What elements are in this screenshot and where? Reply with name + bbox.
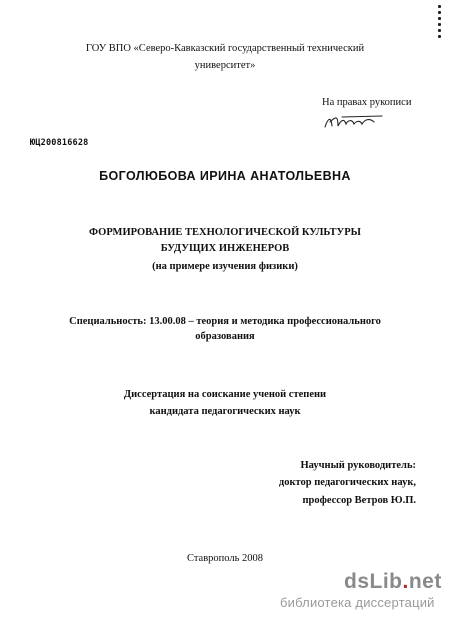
degree-line-1: Диссертация на соискание ученой степени [123, 389, 327, 400]
degree-line-2: кандидата педагогических наук [149, 406, 301, 417]
title-subtitle: (на примере изучения физики) [152, 261, 298, 272]
signature [322, 112, 392, 132]
rights-note: На правах рукописи [322, 97, 412, 108]
supervisor-degree: доктор педагогических наук, [278, 477, 416, 488]
watermark-tagline: библиотека диссертаций [280, 595, 435, 610]
watermark-logo-tld: net [408, 570, 442, 593]
supervisor-name: профессор Ветров Ю.П. [302, 495, 416, 506]
institution-line-2: университет» [194, 60, 256, 71]
watermark [256, 570, 446, 610]
specialty-line-1: Специальность: 13.00.08 – теория и методика профессионального [69, 316, 381, 327]
supervisor-label: Научный руководитель: [300, 460, 416, 471]
institution-line-1: ГОУ ВПО «Северо-Кавказский государственный технический [85, 43, 365, 54]
watermark-logo [344, 570, 442, 594]
watermark-logo-main: dsLib [344, 570, 403, 593]
title-line-2: БУДУЩИХ ИНЖЕНЕРОВ [160, 243, 290, 254]
author-name: БОГОЛЮБОВА ИРИНА АНАТОЛЬЕВНА [99, 169, 351, 183]
specialty-line-2: образования [195, 331, 255, 342]
watermark-logo-dot: . [402, 570, 409, 593]
inventory-code: ЮЦ200816628 [30, 138, 89, 148]
title-line-1: ФОРМИРОВАНИЕ ТЕХНОЛОГИЧЕСКОЙ КУЛЬТУРЫ [89, 227, 361, 238]
binding-marks [437, 2, 443, 40]
city-year: Ставрополь 2008 [186, 553, 264, 564]
